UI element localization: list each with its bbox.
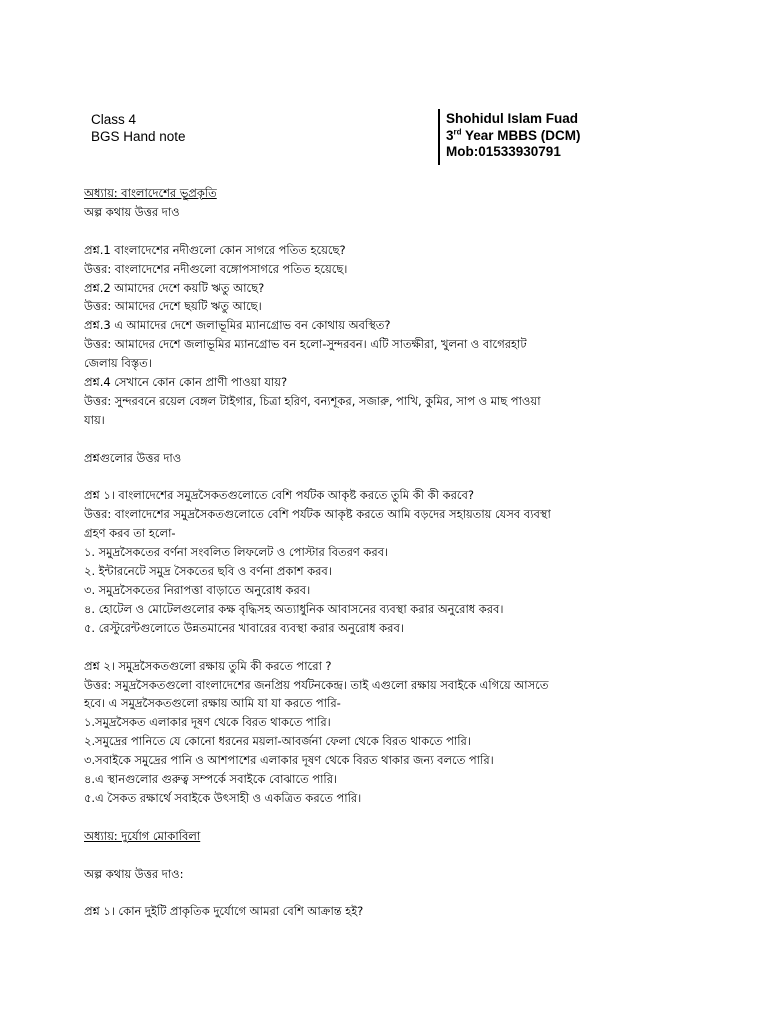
qa-line: প্রশ্ন.4 সেখানে কোন কোন প্রাণী পাওয়া যায়? bbox=[84, 375, 288, 390]
question-block-1 bbox=[84, 486, 684, 637]
qa-line: ১. সমুদ্রসৈকতের বর্ণনা সংবলিত লিফলেট ও পোস্টার বিতরণ করব। bbox=[84, 545, 389, 560]
qa-line: ৪. হোটেল ও মোটেলগুলোর কক্ষ বৃদ্ধিসহ অত্যাধুনিক আবাসনের ব্যবস্থা করার অনুরোধ করব। bbox=[84, 601, 504, 616]
qa-line: প্রশ্ন ১। কোন দুইটি প্রাকৃতিক দুর্যোগে আমরা বেশি আক্রান্ত হই? bbox=[84, 904, 364, 919]
chapter-heading-disaster: অধ্যায়: দুর্যোগ মোকাবিলা bbox=[84, 828, 201, 843]
qa-line: ৩. সমুদ্রসৈকতের নিরাপত্তা বাড়াতে অনুরোধ করব। bbox=[84, 582, 311, 597]
qa-line: জেলায় বিস্তৃত। bbox=[84, 356, 152, 371]
short-answer-instruction-2: অল্প কথায় উত্তর দাও: bbox=[84, 866, 184, 881]
author-year bbox=[446, 128, 581, 145]
qa-line: প্রশ্ন ২। সমুদ্রসৈকতগুলো রক্ষায় তুমি কী করতে পারো ? bbox=[84, 658, 332, 673]
qa-line: প্রশ্ন.1 বাংলাদেশের নদীগুলো কোন সাগরে পতিত হয়েছে? bbox=[84, 242, 346, 257]
qa-line: প্রশ্ন ১। বাংলাদেশের সমুদ্রসৈকতগুলোতে বেশি পর্যটক আকৃষ্ট করতে তুমি কী কী করবে? bbox=[84, 488, 474, 503]
year-rest: Year MBBS (DCM) bbox=[461, 127, 581, 143]
qa-line: ৫. রেস্টুরেন্টগুলোতে উন্নতমানের খাবারের ব্যবস্থা করার অনুরোধ করব। bbox=[84, 620, 404, 635]
qa-line: ৪.এ স্থানগুলোর গুরুত্ব সম্পর্কে সবাইকে বোঝাতে পারি। bbox=[84, 772, 338, 787]
qa-line: যায়। bbox=[84, 412, 105, 427]
qa-line: ৫.এ সৈকত রক্ষার্থে সবাইকে উৎসাহী ও একত্রিত করতে পারি। bbox=[84, 790, 362, 805]
qa-line: হবে। এ সমুদ্রসৈকতগুলো রক্ষায় আমি যা যা করতে পারি- bbox=[84, 696, 341, 711]
author-info-block bbox=[438, 109, 581, 165]
qa-line: উত্তর: আমাদের দেশে ছয়টি ঋতু আছে। bbox=[84, 299, 262, 314]
qa-line: উত্তর: আমাদের দেশে জলাভূমির ম্যানগ্রোভ বন হলো-সুন্দরবন। এটি সাতক্ষীরা, খুলনা ও বাগেরহাট bbox=[84, 337, 527, 352]
qa-line: প্রশ্ন.2 আমাদের দেশে কয়টি ঋতু আছে? bbox=[84, 280, 265, 295]
document-body bbox=[84, 184, 684, 921]
qa-line: উত্তর: সমুদ্রসৈকতগুলো বাংলাদেশের জনপ্রিয় পর্যটনকেন্দ্র। তাই এগুলো রক্ষায় সবাইকে এগিয়ে আসতে bbox=[84, 677, 549, 692]
qa-list-short bbox=[84, 241, 684, 430]
year-superscript: rd bbox=[453, 127, 462, 136]
qa-line: ৩.সবাইকে সমুদ্রের পানি ও আশপাশের এলাকার দূষণ থেকে বিরত থাকার জন্য বলতে পারি। bbox=[84, 753, 494, 768]
qa-line: উত্তর: বাংলাদেশের সমুদ্রসৈকতগুলোতে বেশি পর্যটক আকৃষ্ট করতে আমি বড়দের সহায়তায় যেসব ব্যবস্থা bbox=[84, 507, 551, 522]
class-label: Class 4 bbox=[91, 112, 137, 127]
author-mobile: Mob:01533930791 bbox=[446, 144, 561, 159]
qa-line: ১.সমুদ্রসৈকত এলাকার দূষণ থেকে বিরত থাকতে পারি। bbox=[84, 715, 331, 730]
year-number: 3 bbox=[446, 127, 454, 143]
short-answer-instruction: অল্প কথায় উত্তর দাও bbox=[84, 204, 180, 219]
qa-line: গ্রহণ করব তা হলো- bbox=[84, 526, 176, 541]
header-left-block bbox=[91, 111, 186, 145]
chapter-heading-geography: অধ্যায়: বাংলাদেশের ভূপ্রকৃতি bbox=[84, 186, 217, 200]
qa-line: উত্তর: বাংলাদেশের নদীগুলো বঙ্গোপসাগরে পতিত হয়েছে। bbox=[84, 261, 348, 276]
note-label: BGS Hand note bbox=[91, 129, 186, 144]
author-name: Shohidul Islam Fuad bbox=[446, 111, 579, 126]
qa-line: ২. ইন্টারনেটে সমুদ্র সৈকতের ছবি ও বর্ণনা প্রকাশ করব। bbox=[84, 564, 332, 579]
qa-line: ২.সমুদ্রের পানিতে যে কোনো ধরনের ময়লা-আবর্জনা ফেলা থেকে বিরত থাকতে পারি। bbox=[84, 734, 471, 749]
qa-line: প্রশ্ন.3 এ আমাদের দেশে জলাভূমির ম্যানগ্রোভ বন কোথায় অবস্থিত? bbox=[84, 318, 391, 333]
qa-line: উত্তর: সুন্দরবনে রয়েল বেঙ্গল টাইগার, চিত্রা হরিণ, বন্যশূকর, সজারু, পাখি, কুমির, সাপ ও মাছ পাওয়া bbox=[84, 393, 541, 408]
question-block-2 bbox=[84, 657, 684, 808]
answer-questions-instruction: প্রশ্নগুলোর উত্তর দাও bbox=[84, 450, 182, 465]
